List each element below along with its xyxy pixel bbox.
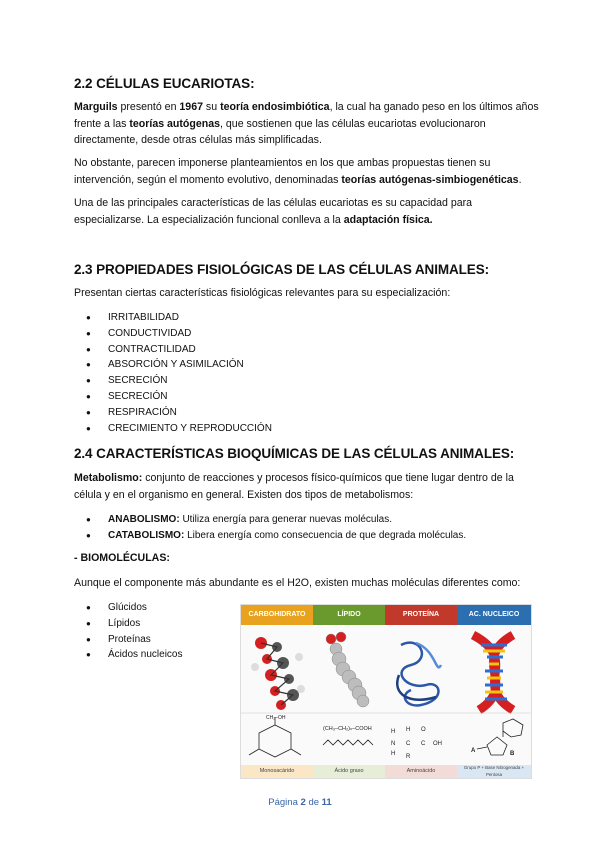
paragraph-biomoleculas: Aunque el componente más abundante es el H2O, existen muchas moléculas diferentes como:	[74, 577, 521, 589]
label-nucleotido: Grupo P + Base Nitrogenada + Pentosa	[457, 765, 531, 778]
header-ac-nucleico: AC. NUCLEICO	[457, 605, 531, 625]
bullet-icon: ●	[86, 376, 91, 386]
svg-text:C: C	[421, 741, 426, 747]
biomolecules-figure	[240, 604, 532, 779]
bullet-icon: ●	[86, 360, 91, 370]
svg-text:CH₂–OH: CH₂–OH	[266, 715, 286, 721]
list-metabolismos	[86, 512, 466, 544]
bullet-icon: ●	[86, 530, 91, 540]
bullet-icon: ●	[86, 423, 91, 433]
header-lipido: LÍPIDO	[313, 605, 385, 625]
paragraph-marguils: Marguils presentó en 1967 su teoría endosimbiótica, la cual ha ganado peso en los últimos años frente a las teorías autógenas, que sostienen que las células eucariotas evolucionaron directamente, desde otras células más simplificadas.	[74, 101, 539, 146]
svg-text:A: A	[471, 748, 476, 754]
list-item: ● SECRECIÓN	[86, 389, 272, 405]
molecule-illustrations	[241, 605, 531, 778]
fatty-acid-formula: (CH₃–CH₂)ₙ–COOH	[323, 726, 372, 732]
svg-text:O: O	[421, 727, 426, 733]
label-aminoacido: Aminoácido	[385, 765, 457, 778]
list-item: ● Proteínas	[86, 632, 182, 648]
lipid-3d-model	[326, 632, 369, 707]
protein-3d-model	[397, 643, 441, 706]
fatty-acid-chain	[323, 740, 373, 745]
bullet-icon: ●	[86, 618, 91, 628]
amino-acid-structure	[391, 727, 442, 760]
bullet-icon: ●	[86, 515, 91, 524]
list-item: ● ABSORCIÓN Y ASIMILACIÓN	[86, 357, 272, 373]
bullet-icon: ●	[86, 328, 91, 338]
svg-text:H: H	[391, 751, 396, 757]
list-biomoleculas	[86, 600, 182, 663]
paragraph-no-obstante: No obstante, parecen imponerse planteamientos en los que ambas propuestas tienen su intervención, según el momento evolutivo, denominadas teorías autógenas-simbiogenéticas.	[74, 157, 522, 186]
list-item: ● CONDUCTIVIDAD	[86, 326, 272, 342]
header-carbohidrato: CARBOHIDRATO	[241, 605, 313, 625]
svg-text:N: N	[391, 741, 396, 747]
list-item: ● CRECIMIENTO Y REPRODUCCIÓN	[86, 421, 272, 437]
list-item: ● Lípidos	[86, 616, 182, 632]
subheading-biomoleculas: - BIOMOLÉCULAS:	[74, 552, 170, 564]
label-monosacarido: Monosacárido	[241, 765, 313, 778]
bullet-icon: ●	[86, 313, 91, 322]
paragraph-especializacion: Una de las principales características de las células eucariotas es su capacidad para especializarse. La especialización funcional conlleva a la adaptación física.	[74, 197, 473, 226]
list-item: ● SECRECIÓN	[86, 373, 272, 389]
svg-text:R: R	[406, 754, 411, 760]
paragraph-propiedades-intro: Presentan ciertas características fisiológicas relevantes para su especialización:	[74, 287, 451, 299]
svg-text:H: H	[406, 727, 411, 733]
carbohydrate-3d-model	[251, 637, 305, 710]
section-title-eucariotas: 2.2 CÉLULAS EUCARIOTAS:	[74, 76, 255, 91]
section-title-bioquimicas: 2.4 CARACTERÍSTICAS BIOQUÍMICAS DE LAS CÉLULAS ANIMALES:	[74, 446, 515, 461]
list-item: ● IRRITABILIDAD	[86, 310, 272, 326]
dna-3d-model	[473, 635, 513, 710]
bullet-icon: ●	[86, 344, 91, 354]
page-footer: Página 2 de 11	[268, 797, 332, 808]
list-item: ● CONTRACTILIDAD	[86, 342, 272, 358]
label-acido-graso: Ácido graso	[313, 765, 385, 778]
list-item: ● CATABOLISMO: Libera energía como consecuencia de que degrada moléculas.	[86, 528, 466, 544]
list-item: ● Glúcidos	[86, 600, 182, 616]
list-item: ● RESPIRACIÓN	[86, 405, 272, 421]
bullet-icon: ●	[86, 603, 91, 612]
list-item: ● Ácidos nucleicos	[86, 647, 182, 663]
paragraph-metabolismo: Metabolismo: conjunto de reacciones y procesos físico-químicos que tiene lugar dentro de la célula y en el organismo en general. Existen dos tipos de metabolismos:	[74, 472, 514, 501]
section-title-propiedades: 2.3 PROPIEDADES FISIOLÓGICAS DE LAS CÉLULAS ANIMALES:	[74, 262, 489, 277]
svg-text:H: H	[391, 729, 396, 735]
bullet-icon: ●	[86, 407, 91, 417]
header-proteina: PROTEÍNA	[385, 605, 457, 625]
bullet-icon: ●	[86, 391, 91, 401]
monosaccharide-structure	[249, 717, 301, 757]
list-item: ● ANABOLISMO: Utiliza energía para generar nuevas moléculas.	[86, 512, 466, 528]
list-propiedades	[86, 310, 272, 436]
bullet-icon: ●	[86, 650, 91, 660]
svg-text:C: C	[406, 741, 411, 747]
svg-text:B: B	[510, 751, 515, 757]
svg-text:OH: OH	[433, 741, 442, 747]
bullet-icon: ●	[86, 634, 91, 644]
nucleotide-structure	[477, 719, 523, 755]
